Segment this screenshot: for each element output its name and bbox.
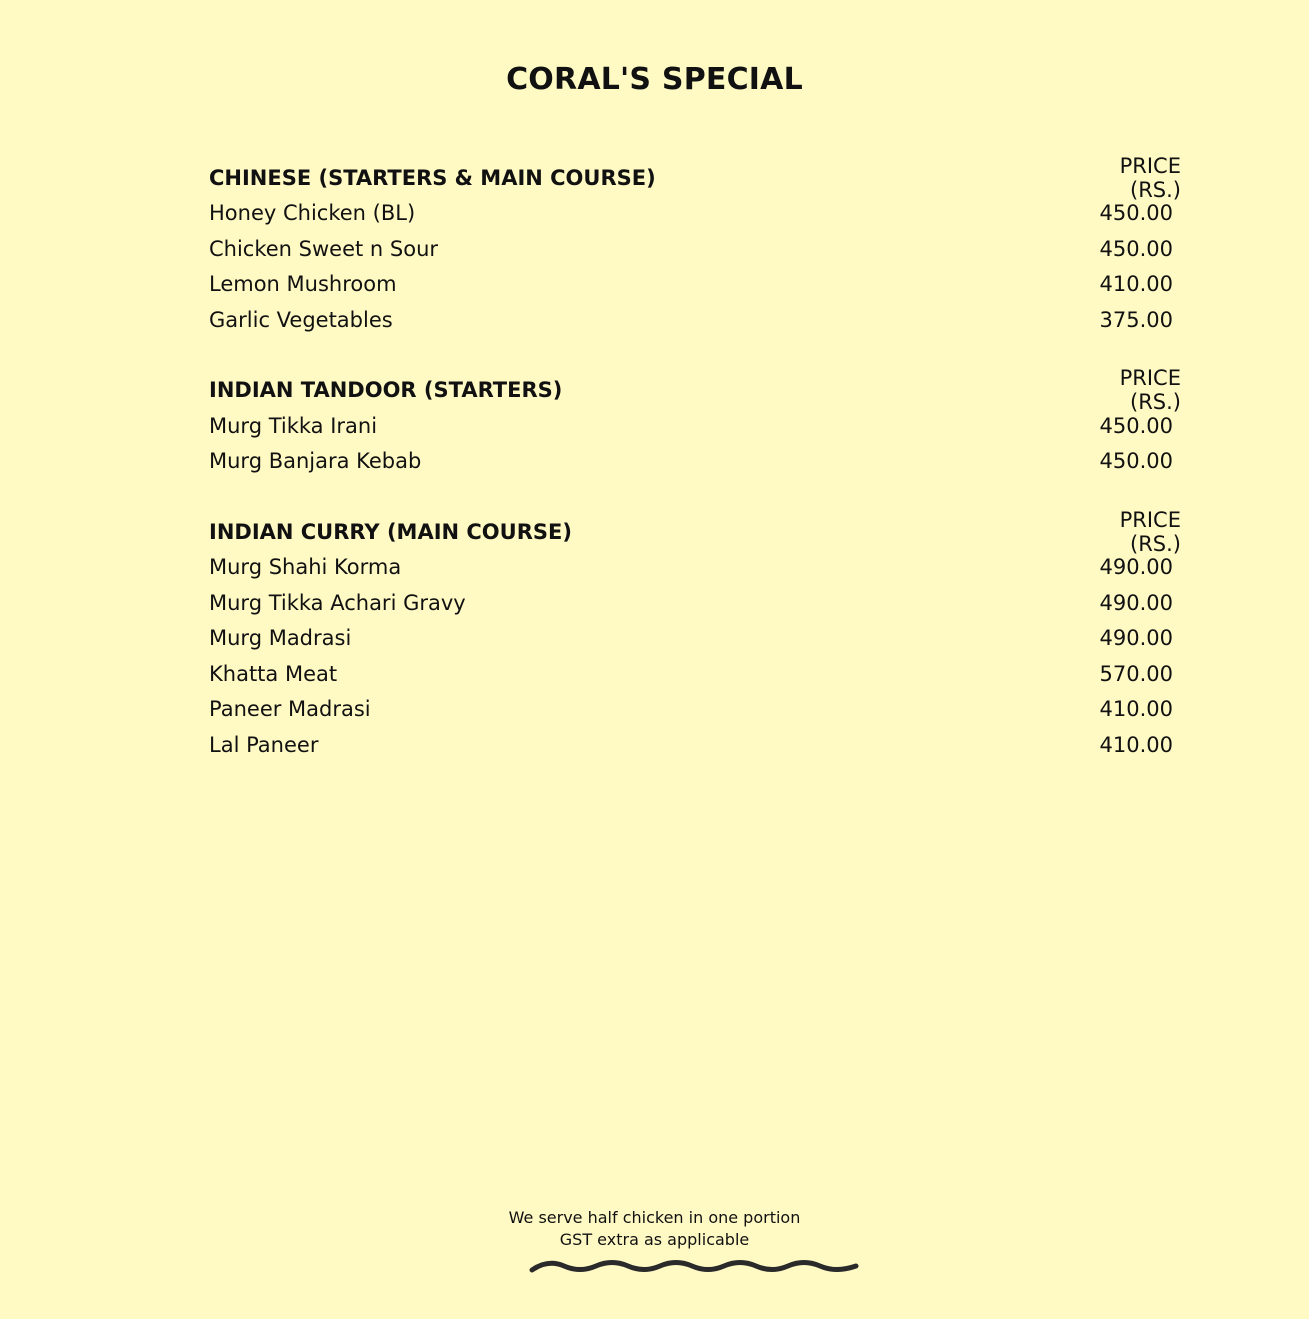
item-price: 490.00 <box>1099 590 1173 615</box>
item-name: Garlic Vegetables <box>209 307 393 332</box>
menu-item <box>209 444 1181 480</box>
item-price: 570.00 <box>1099 661 1173 686</box>
item-name: Lal Paneer <box>209 732 319 757</box>
menu-item <box>209 585 1181 621</box>
section-indian-tandoor <box>209 366 1181 480</box>
item-price: 410.00 <box>1099 697 1173 722</box>
section-header <box>209 366 1181 415</box>
menu-item <box>209 267 1181 303</box>
item-name: Chicken Sweet n Sour <box>209 236 439 261</box>
item-price: 490.00 <box>1099 626 1173 651</box>
item-name: Honey Chicken (BL) <box>209 201 416 226</box>
price-header: PRICE (RS.) <box>1119 507 1181 556</box>
menu-title: CORAL'S SPECIAL <box>506 62 803 97</box>
menu-item <box>209 231 1181 267</box>
section-indian-curry <box>209 507 1181 763</box>
menu-item <box>209 196 1181 232</box>
menu-item <box>209 656 1181 692</box>
item-price: 450.00 <box>1099 449 1173 474</box>
item-name: Murg Shahi Korma <box>209 555 402 580</box>
menu-item <box>209 302 1181 338</box>
item-price: 375.00 <box>1099 307 1173 332</box>
footer-note-gst: GST extra as applicable <box>559 1230 750 1249</box>
item-name: Lemon Mushroom <box>209 272 397 297</box>
menu-item <box>209 692 1181 728</box>
menu-item <box>209 550 1181 586</box>
menu-list <box>209 153 1181 798</box>
wave-divider-icon <box>528 1255 860 1277</box>
wave-line <box>532 1263 856 1271</box>
item-price: 450.00 <box>1099 236 1173 261</box>
menu-item <box>209 621 1181 657</box>
item-price: 410.00 <box>1099 272 1173 297</box>
section-chinese <box>209 153 1181 338</box>
section-heading: INDIAN TANDOOR (STARTERS) <box>209 378 563 403</box>
menu-item <box>209 408 1181 444</box>
item-price: 450.00 <box>1099 413 1173 438</box>
item-name: Paneer Madrasi <box>209 697 371 722</box>
footer-notes <box>0 1207 1309 1251</box>
item-name: Murg Tikka Achari Gravy <box>209 590 466 615</box>
section-heading: INDIAN CURRY (MAIN COURSE) <box>209 519 572 544</box>
price-header: PRICE (RS.) <box>1119 153 1181 202</box>
item-name: Murg Tikka Irani <box>209 413 378 438</box>
section-header <box>209 153 1181 202</box>
item-name: Khatta Meat <box>209 661 338 686</box>
section-header <box>209 507 1181 556</box>
price-header: PRICE (RS.) <box>1119 366 1181 415</box>
item-price: 490.00 <box>1099 555 1173 580</box>
section-heading: CHINESE (STARTERS & MAIN COURSE) <box>209 165 656 190</box>
menu-item <box>209 727 1181 763</box>
footer-note-portion: We serve half chicken in one portion <box>508 1208 801 1227</box>
item-name: Murg Banjara Kebab <box>209 449 422 474</box>
item-price: 410.00 <box>1099 732 1173 757</box>
item-name: Murg Madrasi <box>209 626 352 651</box>
item-price: 450.00 <box>1099 201 1173 226</box>
